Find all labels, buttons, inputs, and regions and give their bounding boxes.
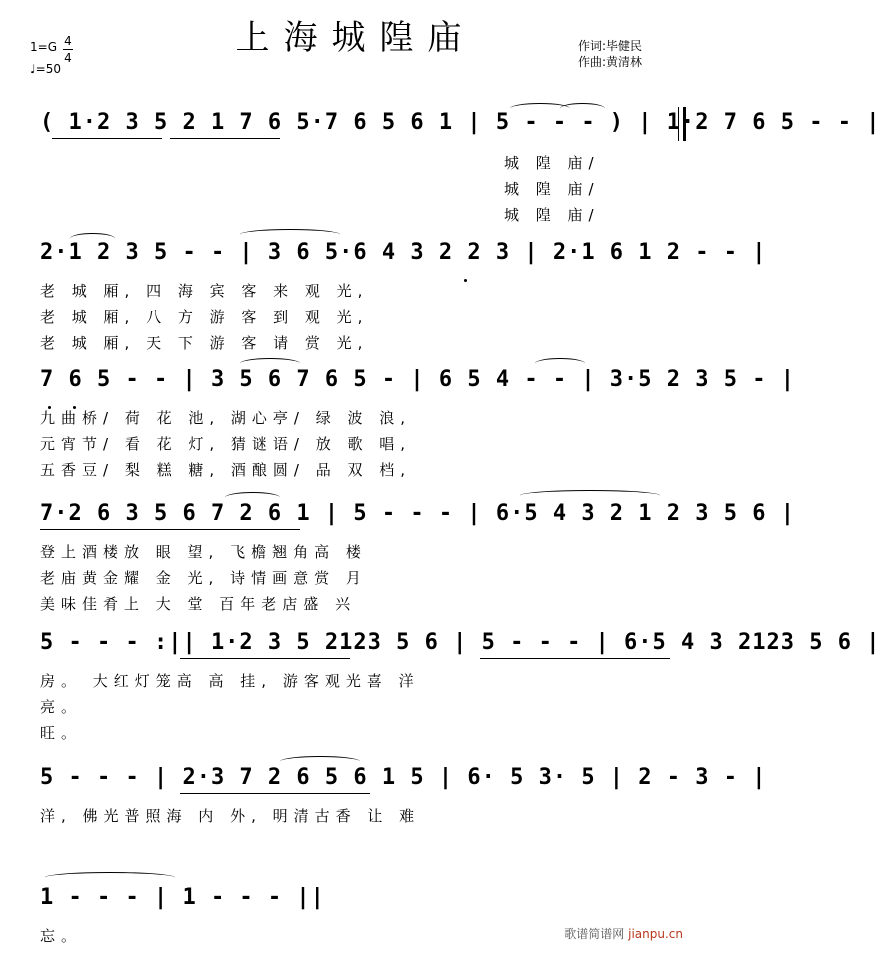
notes-line: 5 - - - | 2·3 7 2 6 5 6 1 5 | 6· 5 3· 5 | 2 - 3 - | bbox=[40, 765, 767, 790]
lyric-verse-2: 城 隍 庙/ bbox=[504, 180, 600, 198]
lyric-verse-2: 老 城 厢, 八 方 游 客 到 观 光, bbox=[40, 308, 369, 326]
lyric-verse-2: 亮。 bbox=[40, 698, 83, 716]
tempo-marking: ♩=50 bbox=[30, 62, 61, 76]
system-6 bbox=[40, 760, 767, 835]
key-signature: 1=G bbox=[30, 40, 57, 54]
beam bbox=[180, 793, 370, 794]
lyric-verse-2: 元宵节/ 看 花 灯, 猜谜语/ 放 歌 唱, bbox=[40, 435, 412, 453]
slur bbox=[240, 229, 340, 240]
beam bbox=[480, 658, 670, 659]
lyric-verse-1: 老 城 厢, 四 海 宾 客 来 观 光, bbox=[40, 282, 369, 300]
lyric-verse-1: 九曲桥/ 荷 花 池, 湖心亭/ 绿 波 浪, bbox=[40, 409, 412, 427]
beam bbox=[180, 658, 350, 659]
system-2 bbox=[40, 235, 767, 352]
notes-line: 1 - - - | 1 - - - || bbox=[40, 885, 325, 910]
lyric-verse-3: 城 隍 庙/ bbox=[504, 206, 600, 224]
lyric-verse-3: 五香豆/ 梨 糕 糖, 酒酿圆/ 品 双 档, bbox=[40, 461, 412, 479]
time-signature bbox=[63, 33, 73, 66]
lyric-verse-1: 城 隍 庙/ bbox=[504, 154, 600, 172]
lyric-verse-3: 老 城 厢, 天 下 游 客 请 赏 光, bbox=[40, 334, 369, 352]
slur bbox=[560, 103, 605, 114]
meter-bottom: 4 bbox=[64, 51, 72, 65]
lyric-verse-1: 登上酒楼放 眼 望, 飞檐翘角高 楼 bbox=[40, 543, 367, 561]
slur bbox=[535, 358, 585, 369]
notes-line: 2·1 2 3 5 - - | 3 6 5·6 4 3 2 2 3 | 2·1 6 1 2 - - | bbox=[40, 240, 767, 265]
system-4 bbox=[40, 496, 795, 616]
slur bbox=[520, 490, 660, 501]
song-title: 上海城隍庙 bbox=[235, 18, 476, 58]
tie bbox=[45, 872, 175, 883]
slur bbox=[280, 756, 360, 767]
beam bbox=[40, 529, 300, 530]
lyric-verse-1: 洋, 佛光普照海 内 外, 明清古香 让 难 bbox=[40, 807, 421, 825]
system-1 bbox=[40, 105, 880, 225]
meter-divider bbox=[63, 49, 73, 50]
lyricist: 作词:毕健民 bbox=[578, 39, 643, 53]
watermark-site-name: 歌谱简谱网 bbox=[564, 927, 625, 941]
lyric-verse-3: 美味佳肴上 大 堂 百年老店盛 兴 bbox=[40, 595, 357, 613]
beam bbox=[52, 138, 162, 139]
system-5 bbox=[40, 625, 880, 745]
lyric-verse-1: 忘。 bbox=[40, 927, 83, 945]
system-3 bbox=[40, 362, 795, 479]
notes-line: 5 - - - :|| 1·2 3 5 2123 5 6 | 5 - - - | 6·5 4 3 2123 5 6 | bbox=[40, 630, 880, 655]
meter-top: 4 bbox=[64, 34, 72, 48]
notes-line: 7 6 5 - - | 3 5 6 7 6 5 - | 6 5 4 - - | 3·5 2 3 5 - | bbox=[40, 367, 795, 392]
slur bbox=[70, 233, 115, 244]
notes-line: ( 1·2 3 5 2 1 7 6 5·7 6 5 6 1 | 5 - - - ) | 1·2 7 6 5 - - | bbox=[40, 110, 880, 135]
lyric-verse-2: 老庙黄金耀 金 光, 诗情画意赏 月 bbox=[40, 569, 367, 587]
site-watermark bbox=[564, 925, 683, 942]
composer: 作曲:黄清林 bbox=[578, 55, 643, 69]
lyric-verse-1: 房。 大红灯笼高 高 挂, 游客观光喜 洋 bbox=[40, 672, 420, 690]
lyric-verse-3: 旺。 bbox=[40, 724, 83, 742]
notes-line: 7·2 6 3 5 6 7 2 6 1 | 5 - - - | 6·5 4 3 2 1 2 3 5 6 | bbox=[40, 501, 795, 526]
slur bbox=[225, 492, 280, 503]
slur bbox=[240, 358, 300, 369]
beam bbox=[170, 138, 280, 139]
credits bbox=[578, 38, 642, 70]
low-octave-dot bbox=[464, 279, 467, 282]
watermark-url: jianpu.cn bbox=[628, 927, 683, 941]
barline bbox=[678, 107, 686, 141]
